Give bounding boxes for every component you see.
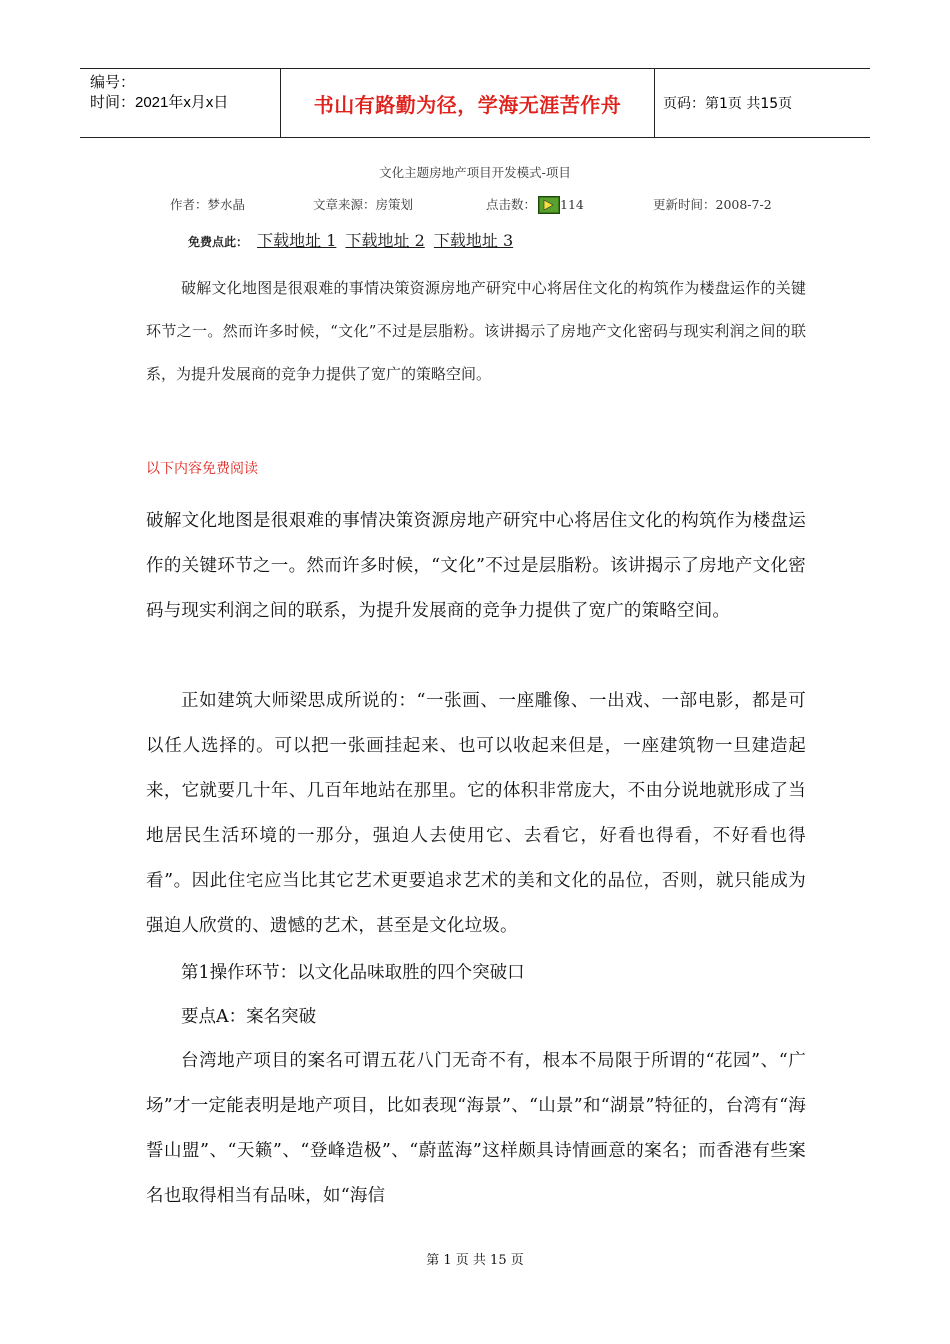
intro-paragraph: 破解文化地图是很艰难的事情决策资源房地产研究中心将居住文化的构筑作为楼盘运作的关键环节之一。然而许多时候，“文化”不过是层脂粉。该讲揭示了房地产文化密码与现实利润之间的联系，为提升发展商的竞争力提供了宽广的策略空间。: [146, 279, 806, 383]
source-label: 文章来源：房策划: [313, 197, 414, 212]
subsection-heading: 要点A：案名突破: [181, 1007, 317, 1027]
download-bar: [188, 228, 513, 251]
update-time: 更新时间：2008-7-2: [653, 197, 772, 212]
download-link-2[interactable]: 下载地址 2: [345, 231, 425, 250]
download-link-3[interactable]: 下载地址 3: [433, 231, 514, 250]
number-label: 编号：: [90, 74, 136, 91]
play-arrow-icon: [538, 196, 560, 214]
document-header: [80, 68, 870, 138]
body-paragraph: 台湾地产项目的案名可谓五花八门无奇不有，根本不局限于所谓的“花园”、“广场”才一定能表明是地产项目，比如表现“海景”、“山景”和“湖景”特征的，台湾有“海誓山盟”、“天籁”、“登峰造极”、“蔚蓝海”这样颇具诗情画意的案名；而香港有些案名也取得相当有品味，如“海信: [146, 1051, 806, 1206]
page-info: 页码：第1页 共15页: [663, 96, 793, 112]
page-footer: 第 1 页 共 15 页: [426, 1253, 524, 1268]
clicks-label: 点击数：: [486, 197, 537, 212]
download-link-1[interactable]: 下载地址 1: [257, 231, 337, 250]
header-meta: [90, 73, 228, 113]
author-label: 作者：梦水晶: [170, 197, 246, 212]
click-count: [486, 195, 584, 214]
header-motto: 书山有路勤为径，学海无涯苦作舟: [313, 92, 622, 117]
clicks-value: 114: [560, 197, 584, 212]
body-paragraph: 破解文化地图是很艰难的事情决策资源房地产研究中心将居住文化的构筑作为楼盘运作的关键环节之一。然而许多时候，“文化”不过是层脂粉。该讲揭示了房地产文化密码与现实利润之间的联系，为提升发展商的竞争力提供了宽广的策略空间。: [146, 511, 806, 621]
free-read-notice: 以下内容免费阅读: [146, 461, 258, 477]
time-label: 时间：2021年x月x日: [90, 94, 229, 111]
body-paragraph: 正如建筑大师梁思成所说的：“一张画、一座雕像、一出戏、一部电影，都是可以任人选择的。可以把一张画挂起来、也可以收起来但是，一座建筑物一旦建造起来，它就要几十年、几百年地站在那里。它的体积非常庞大，不由分说地就形成了当地居民生活环境的一那分，强迫人去使用它、去看它，好看也得看，不好看也得看”。因此住宅应当比其它艺术更要追求艺术的美和文化的品位，否则，就只能成为强迫人欣赏的、遗憾的艺术，甚至是文化垃圾。: [146, 691, 806, 936]
header-divider: [654, 69, 655, 137]
article-title: 文化主题房地产项目开发模式-项目: [379, 165, 571, 180]
download-label: 免费点此：: [188, 235, 249, 249]
section-heading: 第1操作环节：以文化品味取胜的四个突破口: [181, 963, 525, 983]
